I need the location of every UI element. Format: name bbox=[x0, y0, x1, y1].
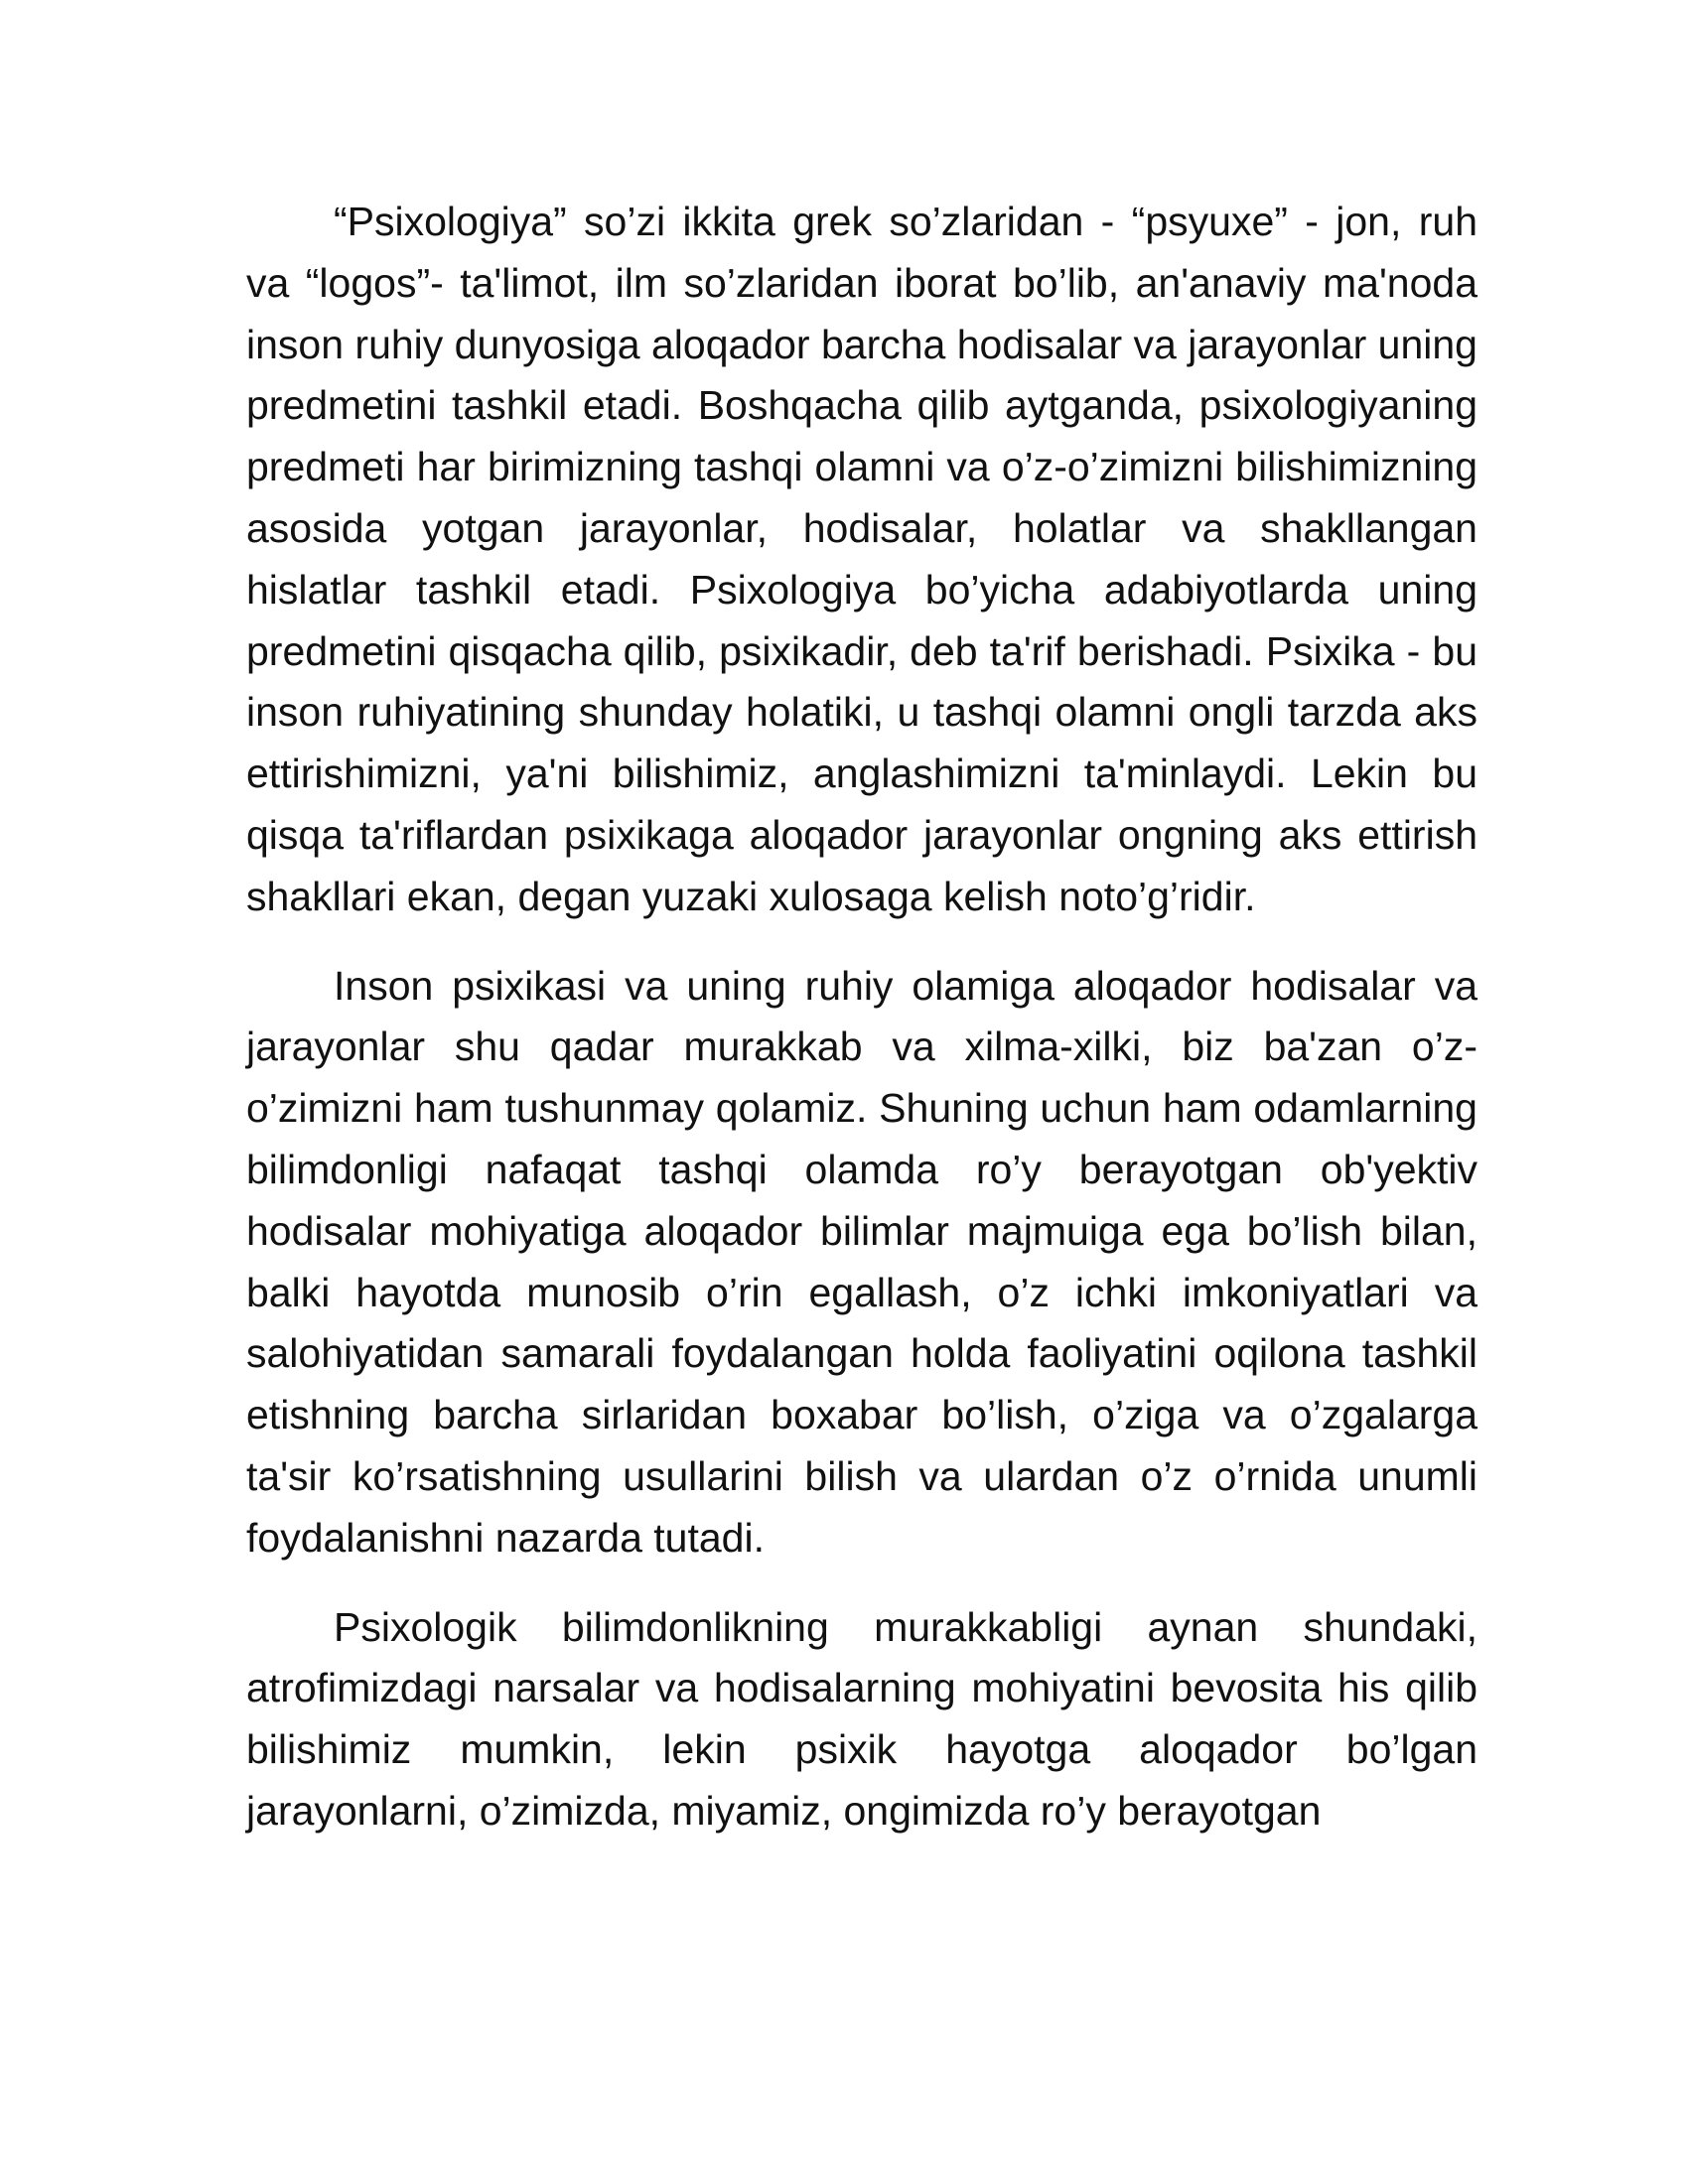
paragraph-1: “Psixologiya” so’zi ikkita grek so’zlaridan - “psyuxe” - jon, ruh va “logos”- ta'limot, ilm so’zlaridan iborat bo’lib, an'anaviy ma'noda inson ruhiy dunyosiga aloqador barcha hodisalar va jarayonlar uning predmetini tashkil etadi. Boshqacha qilib aytganda, psixologiyaning predmeti har birimizning tashqi olamni va o’z-o’zimizni bilishimizning asosida yotgan jarayonlar, hodisalar, holatlar va shakllangan hislatlar tashkil etadi. Psixologiya bo’yicha adabiyotlarda uning predmetini qisqacha qilib, psixikadir, deb ta'rif berishadi. Psixika - bu inson ruhiyatining shunday holatiki, u tashqi olamni ongli tarzda aks ettirishimizni, ya'ni bilishimiz, anglashimizni ta'minlaydi. Lekin bu qisqa ta'riflardan psixikaga aloqador jarayonlar ongning aks ettirish shakllari ekan, degan yuzaki xulosaga kelish noto’g’ridir. bbox=[246, 199, 1477, 919]
paragraph-2: Inson psixikasi va uning ruhiy olamiga aloqador hodisalar va jarayonlar shu qadar murakkab va xilma-xilki, biz ba'zan o’z-o’zimizni ham tushunmay qolamiz. Shuning uchun ham odamlarning bilimdonligi nafaqat tashqi olamda ro’y berayotgan ob'yektiv hodisalar mohiyatiga aloqador bilimlar majmuiga ega bo’lish bilan, balki hayotda munosib o’rin egallash, o’z ichki imkoniyatlari va salohiyatidan samarali foydalangan holda faoliyatini oqilona tashkil etishning barcha sirlaridan boxabar bo’lish, o’ziga va o’zgalarga ta'sir ko’rsatishning usullarini bilish va ulardan o’z o’rnida unumli foydalanishni nazarda tutadi. bbox=[246, 962, 1477, 1561]
paragraph-3: Psixologik bilimdonlikning murakkabligi aynan shundaki, atrofimizdagi narsalar va hodisalarning mohiyatini bevosita his qilib bilishimiz mumkin, lekin psixik hayotga aloqador bo’lgan jarayonlarni, o’zimizda, miyamiz, ongimizda ro’y berayotgan bbox=[246, 1603, 1477, 1834]
body-text bbox=[246, 192, 1477, 1870]
